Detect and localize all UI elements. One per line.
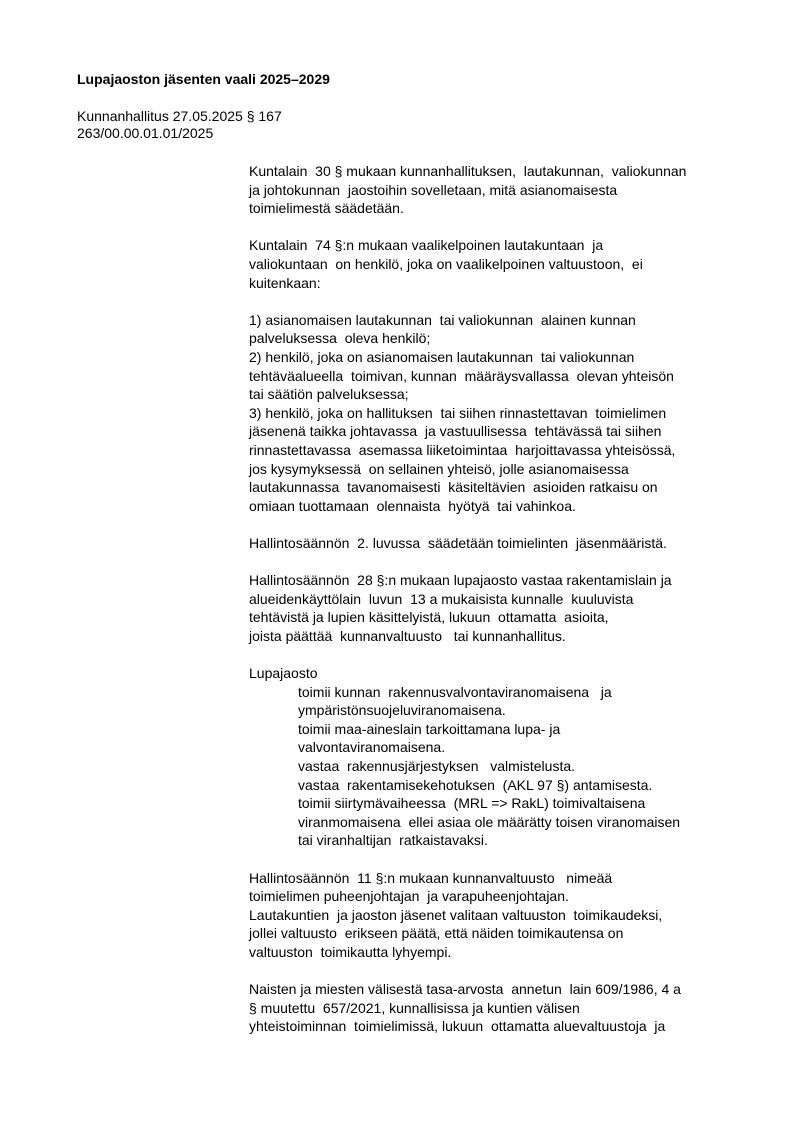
duty-line: tai viranhaltijan ratkaistavaksi.	[298, 832, 488, 849]
text-line: rinnastettavassa asemassa liiketoimintaa harjoittavassa yhteisössä,	[249, 441, 676, 458]
text-line: lautakunnassa tavanomaisesti käsiteltävien asioiden ratkaisu on	[249, 479, 658, 496]
meta-line-board-date: Kunnanhallitus 27.05.2025 § 167	[77, 108, 282, 124]
text-line: valtuuston toimikautta lyhyempi.	[249, 943, 452, 960]
duties-heading: Lupajaosto	[249, 665, 318, 682]
duty-line: ympäristönsuojeluviranomaisena.	[298, 702, 506, 719]
text-line: yhteistoiminnan toimielimissä, lukuun ottamatta aluevaltuustoja ja	[249, 1018, 666, 1035]
text-line: tehtäväalueella toimivan, kunnan määräysvallassa olevan yhteisön	[249, 367, 674, 384]
text-line: tehtävistä ja lupien käsittelyistä, lukuun ottamatta asioita,	[249, 609, 609, 626]
text-line: alueidenkäyttölain luvun 13 a mukaisista kunnalle kuuluvista	[249, 590, 634, 607]
text-line: Hallintosäännön 11 §:n mukaan kunnanvaltuusto nimeää	[249, 869, 613, 886]
text-line: tai säätiön palveluksessa;	[249, 386, 409, 403]
duty-line: valvontaviranomaisena.	[298, 739, 446, 756]
text-line: Hallintosäännön 28 §:n mukaan lupajaosto vastaa rakentamislain ja	[249, 572, 672, 589]
text-line: ja johtokunnan jaostoihin sovelletaan, mitä asianomaisesta	[249, 181, 618, 198]
meta-line-record-number: 263/00.00.01.01/2025	[77, 125, 214, 141]
text-line: 2) henkilö, joka on asianomaisen lautakunnan tai valiokunnan	[249, 348, 635, 365]
meta-block	[77, 108, 282, 142]
paragraph-3-list	[249, 311, 749, 516]
text-line: jäsenenä taikka johtavassa ja vastuullisessa tehtävässä tai siihen	[249, 423, 662, 440]
duty-line: vastaa rakennusjärjestyksen valmistelusta.	[298, 758, 576, 774]
text-line: joista päättää kunnanvaltuusto tai kunnanhallitus.	[249, 627, 566, 644]
text-line: § muutettu 657/2021, kunnallisissa ja kuntien välisen	[249, 999, 580, 1016]
paragraph-2	[249, 236, 749, 292]
duty-line: viranmomaisena ellei asiaa ole määrätty toisen viranomaisen	[298, 813, 681, 830]
paragraph-8	[249, 980, 749, 1036]
text-line: 1) asianomaisen lautakunnan tai valiokunnan alainen kunnan	[249, 311, 636, 328]
text-line: palveluksessa oleva henkilö;	[249, 330, 431, 347]
paragraph-6-duties	[249, 664, 749, 850]
duty-line: toimii maa-aineslain tarkoittamana lupa- ja	[298, 720, 561, 737]
text-line: valiokuntaan on henkilö, joka on vaalikelpoinen valtuustoon, ei	[249, 255, 643, 272]
text-line: toimielimen puheenjohtajan ja varapuheenjohtajan.	[249, 888, 569, 905]
text-line: Naisten ja miesten välisestä tasa-arvosta annetun lain 609/1986, 4 a	[249, 981, 681, 998]
text-line: Kuntalain 74 §:n mukaan vaalikelpoinen lautakuntaan ja	[249, 237, 604, 254]
paragraph-5	[249, 571, 749, 645]
text-line: toimielimestä säädetään.	[249, 200, 404, 217]
duty-line: toimii siirtymävaiheessa (MRL => RakL) toimivaltaisena	[298, 795, 646, 812]
document-body	[249, 162, 749, 1036]
paragraph-7	[249, 869, 749, 962]
text-line: Lautakuntien ja jaoston jäsenet valitaan valtuuston toimikaudeksi,	[249, 906, 663, 923]
document-title: Lupajaoston jäsenten vaali 2025–2029	[77, 71, 330, 87]
text-line: Kuntalain 30 § mukaan kunnanhallituksen, lautakunnan, valiokunnan	[249, 163, 687, 179]
duty-line: vastaa rakentamisekehotuksen (AKL 97 §) antamisesta.	[298, 776, 653, 793]
text-line: omiaan tuottamaan olennaista hyötyä tai vahinkoa.	[249, 497, 576, 514]
paragraph-1	[249, 162, 749, 218]
duty-line: toimii kunnan rakennusvalvontaviranomaisena ja	[298, 683, 612, 700]
text-line: kuitenkaan:	[249, 274, 321, 291]
text-line: jos kysymyksessä on sellainen yhteisö, jolle asianomaisessa	[249, 460, 629, 477]
paragraph-4	[249, 534, 749, 553]
text-line: jollei valtuusto erikseen päätä, että näiden toimikautensa on	[249, 925, 624, 942]
text-line: Hallintosäännön 2. luvussa säädetään toimielinten jäsenmääristä.	[249, 534, 667, 551]
text-line: 3) henkilö, joka on hallituksen tai siihen rinnastettavan toimielimen	[249, 404, 667, 421]
